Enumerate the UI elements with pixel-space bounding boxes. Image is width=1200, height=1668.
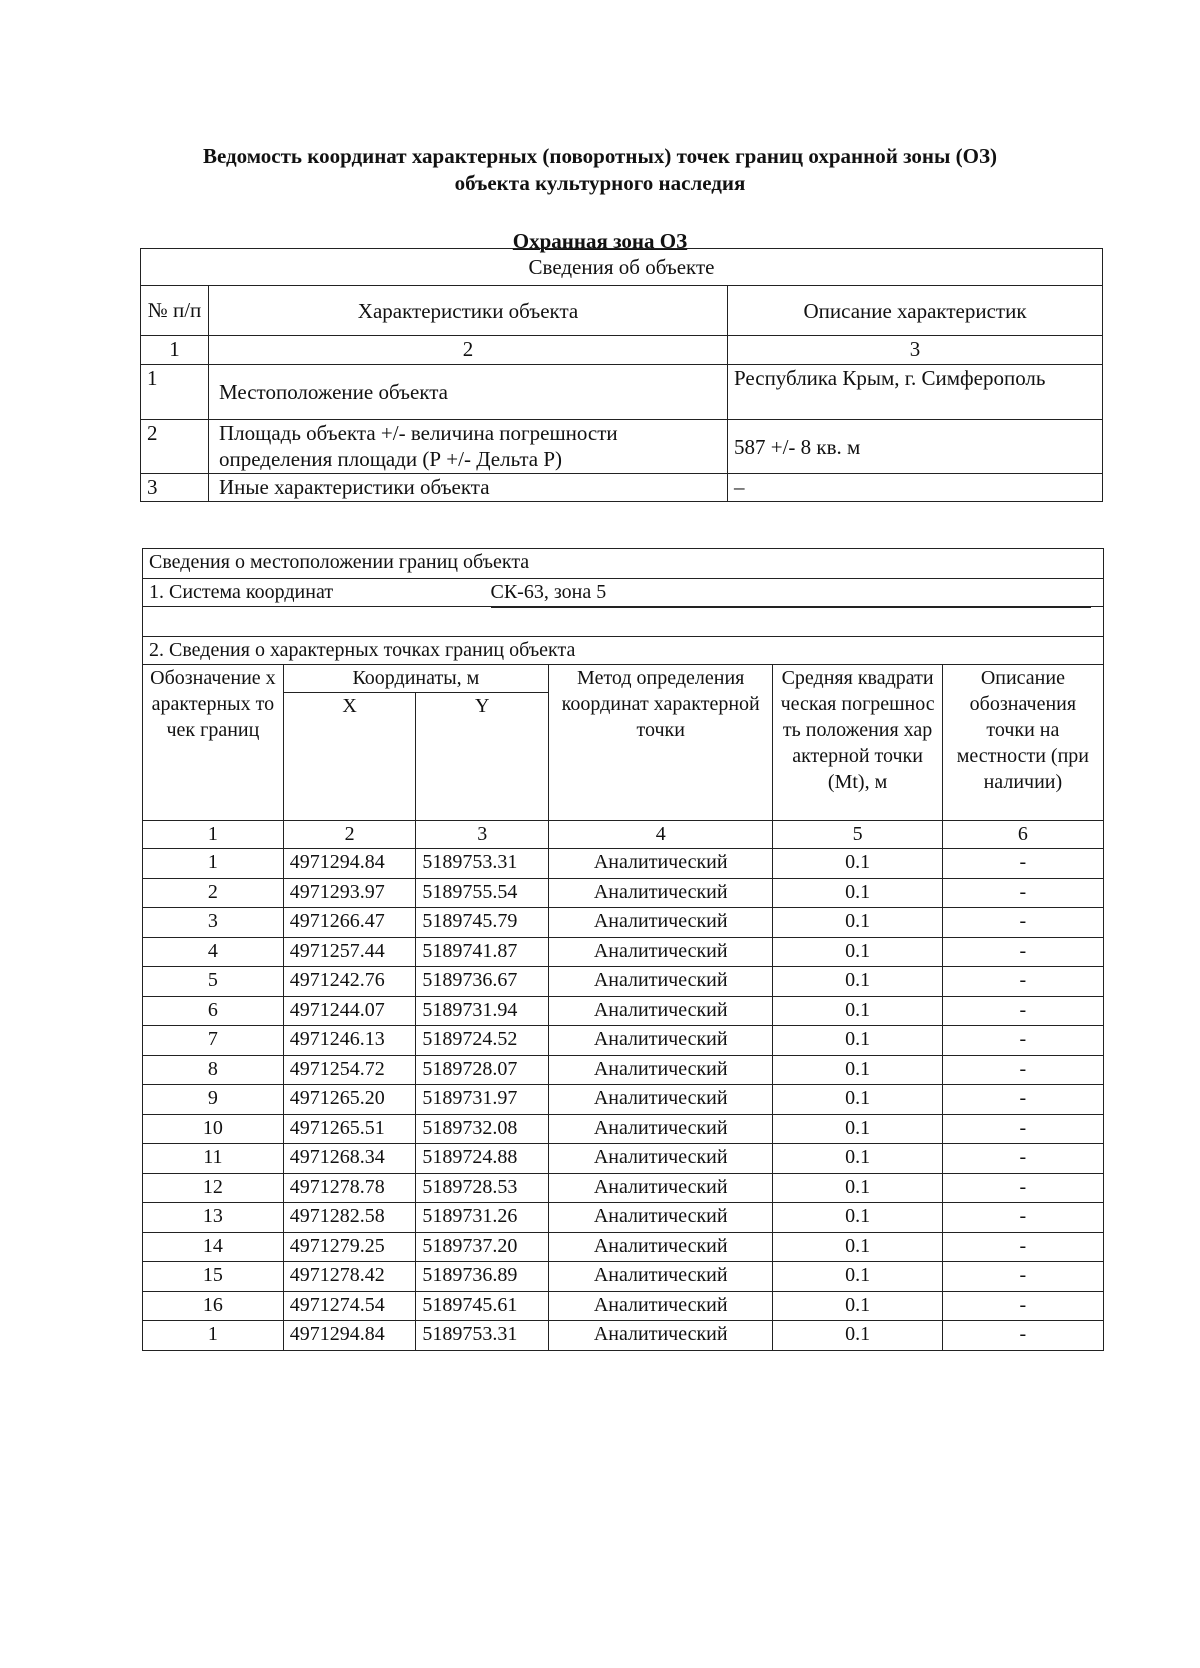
point-y: 5189736.67 bbox=[416, 967, 549, 997]
point-y: 5189741.87 bbox=[416, 937, 549, 967]
point-number: 1 bbox=[143, 1321, 284, 1351]
point-y: 5189731.97 bbox=[416, 1085, 549, 1115]
coord-system-label: 1. Система координат bbox=[149, 581, 334, 603]
coord-system-row bbox=[143, 579, 1104, 607]
point-method: Аналитический bbox=[549, 1026, 773, 1056]
idx-cell: 2 bbox=[209, 336, 728, 365]
point-y: 5189753.31 bbox=[416, 1321, 549, 1351]
idx-cell: 3 bbox=[416, 821, 549, 849]
point-desc: - bbox=[942, 878, 1103, 908]
points-header: 2. Сведения о характерных точках границ объекта bbox=[143, 637, 1104, 665]
point-y: 5189745.61 bbox=[416, 1291, 549, 1321]
table-row bbox=[143, 1203, 1104, 1233]
table-row bbox=[143, 967, 1104, 997]
point-method: Аналитический bbox=[549, 1203, 773, 1233]
point-desc: - bbox=[942, 1026, 1103, 1056]
table-row bbox=[143, 1114, 1104, 1144]
point-number: 15 bbox=[143, 1262, 284, 1292]
point-mt: 0.1 bbox=[773, 1085, 942, 1115]
idx-cell: 4 bbox=[549, 821, 773, 849]
point-method: Аналитический bbox=[549, 996, 773, 1026]
point-desc: - bbox=[942, 1321, 1103, 1351]
col-char-header: Характеристики объекта bbox=[209, 286, 728, 336]
table-row bbox=[143, 1026, 1104, 1056]
point-x: 4971268.34 bbox=[283, 1144, 416, 1174]
table-row bbox=[143, 1262, 1104, 1292]
table-row bbox=[143, 849, 1104, 879]
table-row bbox=[143, 996, 1104, 1026]
row-desc: – bbox=[728, 474, 1103, 502]
object-info-header: Сведения об объекте bbox=[141, 249, 1103, 286]
idx-cell: 1 bbox=[143, 821, 284, 849]
point-mt: 0.1 bbox=[773, 967, 942, 997]
table-row bbox=[143, 937, 1104, 967]
col-num-header: № п/п bbox=[141, 286, 209, 336]
point-desc: - bbox=[942, 1291, 1103, 1321]
point-mt: 0.1 bbox=[773, 1321, 942, 1351]
point-method: Аналитический bbox=[549, 908, 773, 938]
point-desc: - bbox=[942, 1055, 1103, 1085]
point-y: 5189728.53 bbox=[416, 1173, 549, 1203]
point-y: 5189736.89 bbox=[416, 1262, 549, 1292]
point-method: Аналитический bbox=[549, 1085, 773, 1115]
point-method: Аналитический bbox=[549, 1232, 773, 1262]
point-desc: - bbox=[942, 1114, 1103, 1144]
point-mt: 0.1 bbox=[773, 1232, 942, 1262]
point-x: 4971266.47 bbox=[283, 908, 416, 938]
col-point-desc-header: Описание обозначения точки на местности (при наличии) bbox=[942, 665, 1103, 821]
point-number: 3 bbox=[143, 908, 284, 938]
point-mt: 0.1 bbox=[773, 1144, 942, 1174]
point-y: 5189745.79 bbox=[416, 908, 549, 938]
point-desc: - bbox=[942, 967, 1103, 997]
point-y: 5189732.08 bbox=[416, 1114, 549, 1144]
point-method: Аналитический bbox=[549, 1144, 773, 1174]
point-number: 6 bbox=[143, 996, 284, 1026]
row-num: 3 bbox=[141, 474, 209, 502]
point-mt: 0.1 bbox=[773, 1026, 942, 1056]
point-number: 5 bbox=[143, 967, 284, 997]
idx-cell: 5 bbox=[773, 821, 942, 849]
point-method: Аналитический bbox=[549, 1291, 773, 1321]
point-x: 4971246.13 bbox=[283, 1026, 416, 1056]
point-method: Аналитический bbox=[549, 1262, 773, 1292]
table-row bbox=[143, 1055, 1104, 1085]
table-row bbox=[143, 908, 1104, 938]
point-y: 5189728.07 bbox=[416, 1055, 549, 1085]
point-x: 4971244.07 bbox=[283, 996, 416, 1026]
point-mt: 0.1 bbox=[773, 1262, 942, 1292]
point-x: 4971274.54 bbox=[283, 1291, 416, 1321]
spacer-row bbox=[143, 607, 1104, 637]
point-number: 1 bbox=[143, 849, 284, 879]
point-number: 4 bbox=[143, 937, 284, 967]
point-mt: 0.1 bbox=[773, 937, 942, 967]
point-x: 4971242.76 bbox=[283, 967, 416, 997]
point-number: 13 bbox=[143, 1203, 284, 1233]
point-number: 7 bbox=[143, 1026, 284, 1056]
col-y-header: Y bbox=[416, 693, 549, 821]
row-desc: 587 +/- 8 кв. м bbox=[728, 420, 1103, 474]
row-char: Площадь объекта +/- величина погрешности определения площади (Р +/- Дельта Р) bbox=[209, 420, 728, 474]
point-x: 4971278.42 bbox=[283, 1262, 416, 1292]
table-row bbox=[143, 1232, 1104, 1262]
idx-cell: 3 bbox=[728, 336, 1103, 365]
coord-system-value: СК-63, зона 5 bbox=[490, 581, 607, 603]
point-method: Аналитический bbox=[549, 849, 773, 879]
point-method: Аналитический bbox=[549, 1321, 773, 1351]
col-desc-header: Описание характеристик bbox=[728, 286, 1103, 336]
point-mt: 0.1 bbox=[773, 878, 942, 908]
point-method: Аналитический bbox=[549, 878, 773, 908]
point-method: Аналитический bbox=[549, 1173, 773, 1203]
point-desc: - bbox=[942, 849, 1103, 879]
point-y: 5189724.88 bbox=[416, 1144, 549, 1174]
point-method: Аналитический bbox=[549, 1055, 773, 1085]
point-x: 4971294.84 bbox=[283, 1321, 416, 1351]
point-mt: 0.1 bbox=[773, 1291, 942, 1321]
point-y: 5189755.54 bbox=[416, 878, 549, 908]
point-number: 8 bbox=[143, 1055, 284, 1085]
boundary-table bbox=[142, 548, 1104, 1351]
idx-cell: 6 bbox=[942, 821, 1103, 849]
point-y: 5189731.26 bbox=[416, 1203, 549, 1233]
point-mt: 0.1 bbox=[773, 849, 942, 879]
row-desc: Республика Крым, г. Симферополь bbox=[728, 365, 1103, 420]
point-number: 12 bbox=[143, 1173, 284, 1203]
point-y: 5189731.94 bbox=[416, 996, 549, 1026]
point-method: Аналитический bbox=[549, 967, 773, 997]
col-error-header: Средняя квадратическая погрешность положения характерной точки (Mt), м bbox=[773, 665, 942, 821]
object-info-row bbox=[141, 474, 1103, 502]
table-row bbox=[143, 878, 1104, 908]
point-desc: - bbox=[942, 1144, 1103, 1174]
point-number: 10 bbox=[143, 1114, 284, 1144]
point-number: 16 bbox=[143, 1291, 284, 1321]
col-designation-header: Обозначение характерных точек границ bbox=[143, 665, 284, 821]
point-y: 5189737.20 bbox=[416, 1232, 549, 1262]
point-number: 14 bbox=[143, 1232, 284, 1262]
point-method: Аналитический bbox=[549, 1114, 773, 1144]
row-char: Местоположение объекта bbox=[209, 365, 728, 420]
object-info-row bbox=[141, 420, 1103, 474]
table-row bbox=[143, 1173, 1104, 1203]
point-x: 4971257.44 bbox=[283, 937, 416, 967]
point-x: 4971294.84 bbox=[283, 849, 416, 879]
point-x: 4971278.78 bbox=[283, 1173, 416, 1203]
document-title-line1: Ведомость координат характерных (поворотных) точек границ охранной зоны (ОЗ) bbox=[202, 144, 998, 168]
point-x: 4971293.97 bbox=[283, 878, 416, 908]
point-mt: 0.1 bbox=[773, 1055, 942, 1085]
point-desc: - bbox=[942, 908, 1103, 938]
row-char: Иные характеристики объекта bbox=[209, 474, 728, 502]
point-y: 5189724.52 bbox=[416, 1026, 549, 1056]
point-mt: 0.1 bbox=[773, 1203, 942, 1233]
points-body bbox=[143, 849, 1104, 1351]
point-x: 4971282.58 bbox=[283, 1203, 416, 1233]
col-x-header: X bbox=[283, 693, 416, 821]
point-x: 4971265.51 bbox=[283, 1114, 416, 1144]
table-row bbox=[143, 1321, 1104, 1351]
zone-title: Охранная зона ОЗ bbox=[512, 229, 688, 253]
point-desc: - bbox=[942, 1262, 1103, 1292]
col-coords-header: Координаты, м bbox=[283, 665, 548, 693]
document-title bbox=[0, 143, 1200, 197]
point-number: 11 bbox=[143, 1144, 284, 1174]
point-number: 9 bbox=[143, 1085, 284, 1115]
point-mt: 0.1 bbox=[773, 908, 942, 938]
point-desc: - bbox=[942, 1203, 1103, 1233]
idx-cell: 1 bbox=[141, 336, 209, 365]
point-x: 4971265.20 bbox=[283, 1085, 416, 1115]
point-number: 2 bbox=[143, 878, 284, 908]
point-mt: 0.1 bbox=[773, 996, 942, 1026]
table-row bbox=[143, 1144, 1104, 1174]
point-desc: - bbox=[942, 1173, 1103, 1203]
document-title-line2: объекта культурного наследия bbox=[454, 171, 746, 195]
object-info-row bbox=[141, 365, 1103, 420]
table-row bbox=[143, 1291, 1104, 1321]
col-method-header: Метод определения координат характерной точки bbox=[549, 665, 773, 821]
row-num: 2 bbox=[141, 420, 209, 474]
point-mt: 0.1 bbox=[773, 1173, 942, 1203]
object-info-table bbox=[140, 248, 1103, 502]
point-desc: - bbox=[942, 1232, 1103, 1262]
point-mt: 0.1 bbox=[773, 1114, 942, 1144]
point-desc: - bbox=[942, 937, 1103, 967]
point-x: 4971279.25 bbox=[283, 1232, 416, 1262]
point-x: 4971254.72 bbox=[283, 1055, 416, 1085]
point-method: Аналитический bbox=[549, 937, 773, 967]
idx-cell: 2 bbox=[283, 821, 416, 849]
point-desc: - bbox=[942, 996, 1103, 1026]
table-row bbox=[143, 1085, 1104, 1115]
boundary-header: Сведения о местоположении границ объекта bbox=[143, 549, 1104, 579]
point-desc: - bbox=[942, 1085, 1103, 1115]
point-y: 5189753.31 bbox=[416, 849, 549, 879]
row-num: 1 bbox=[141, 365, 209, 420]
